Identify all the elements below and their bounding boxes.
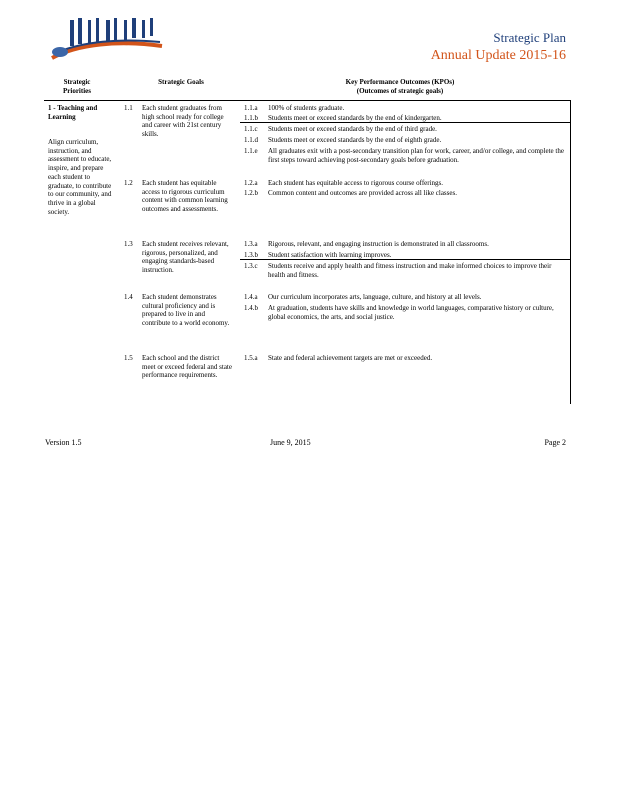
footer-version: Version 1.5	[45, 438, 82, 447]
priority-title: 1 - Teaching and Learning	[48, 104, 98, 121]
kpo-number: 1.4.a	[244, 293, 258, 301]
kpo-number: 1.1.c	[244, 125, 258, 133]
kpo-number: 1.1.b	[244, 114, 258, 122]
goal-text: Each student receives relevant, rigorous, personalized, and engaging standards-based instruction.	[142, 240, 229, 275]
kpo-number: 1.3.c	[244, 262, 258, 270]
kpo-text: Student satisfaction with learning improves.	[268, 251, 392, 259]
footer-date: June 9, 2015	[270, 438, 311, 447]
document-subtitle: Annual Update 2015-16	[430, 48, 566, 63]
kpo-text: At graduation, students have skills and knowledge in world languages, comparative history or culture, global economics, the arts, and social justice.	[268, 304, 554, 321]
kpo-number: 1.2.b	[244, 189, 258, 197]
goal-number: 1.5	[124, 354, 133, 362]
column-header-goals: Strategic Goals	[158, 78, 204, 86]
goal-text: Each student has equitable access to rigorous curriculum content with common learning outcomes and assessments.	[142, 179, 228, 214]
kpo-number: 1.1.a	[244, 104, 258, 112]
column-header-kpo	[300, 78, 500, 96]
kpo-number: 1.5.a	[244, 354, 258, 362]
goal-number: 1.3	[124, 240, 133, 248]
header-rule	[44, 100, 571, 101]
kpo-text: Rigorous, relevant, and engaging instruction is demonstrated in all classrooms.	[268, 240, 489, 248]
kpo-number: 1.3.b	[244, 251, 258, 259]
kpo-text: Students meet or exceed standards by the end of third grade.	[268, 125, 437, 133]
goal-number: 1.1	[124, 104, 133, 112]
kpo-number: 1.2.a	[244, 179, 258, 187]
goal-text: Each school and the district meet or exceed federal and state performance requirements.	[142, 354, 232, 380]
priority-description: Align curriculum, instruction, and assessment to educate, inspire, and prepare each student to graduate, to contribute to our community, and thrive in a global society.	[48, 138, 112, 216]
goal-number: 1.4	[124, 293, 133, 301]
kpo-text: Each student has equitable access to rigorous course offerings.	[268, 179, 444, 187]
district-logo	[48, 14, 166, 64]
footer-page-number: Page 2	[544, 438, 566, 447]
kpo-text: Students meet or exceed standards by the end of kindergarten.	[268, 114, 442, 122]
kpo-text: Our curriculum incorporates arts, language, culture, and history at all levels.	[268, 293, 482, 301]
column-header-priorities: Strategic Priorities	[63, 78, 91, 95]
kpo-text: State and federal achievement targets are met or exceeded.	[268, 354, 433, 362]
kpo-number: 1.1.d	[244, 136, 258, 144]
kpo-text: All graduates exit with a post-secondary transition plan for work, career, and/or college, and complete the first steps toward achieving post-secondary goals before graduation.	[268, 147, 564, 164]
table-right-border	[570, 100, 571, 404]
kpo-text: 100% of students graduate.	[268, 104, 345, 112]
kpo-number: 1.1.e	[244, 147, 258, 155]
goal-text: Each student demonstrates cultural proficiency and is prepared to live in and contribute to a world economy.	[142, 293, 230, 328]
kpo-number: 1.3.a	[244, 240, 258, 248]
column-header-kpo-line2: (Outcomes of strategic goals)	[356, 87, 444, 95]
kpo-text: Students receive and apply health and fitness instruction and make informed choices to improve their health and fitness.	[268, 262, 552, 279]
kpo-number: 1.4.b	[244, 304, 258, 312]
document-title: Strategic Plan	[493, 30, 566, 45]
kpo-text: Students meet or exceed standards by the end of eighth grade.	[268, 136, 442, 144]
goal-number: 1.2	[124, 179, 133, 187]
kpo-text: Common content and outcomes are provided across all like classes.	[268, 189, 457, 197]
column-header-kpo-line1: Key Performance Outcomes (KPOs)	[345, 78, 455, 86]
goal-text: Each student graduates from high school ready for college and career with 21st century skills.	[142, 104, 224, 139]
